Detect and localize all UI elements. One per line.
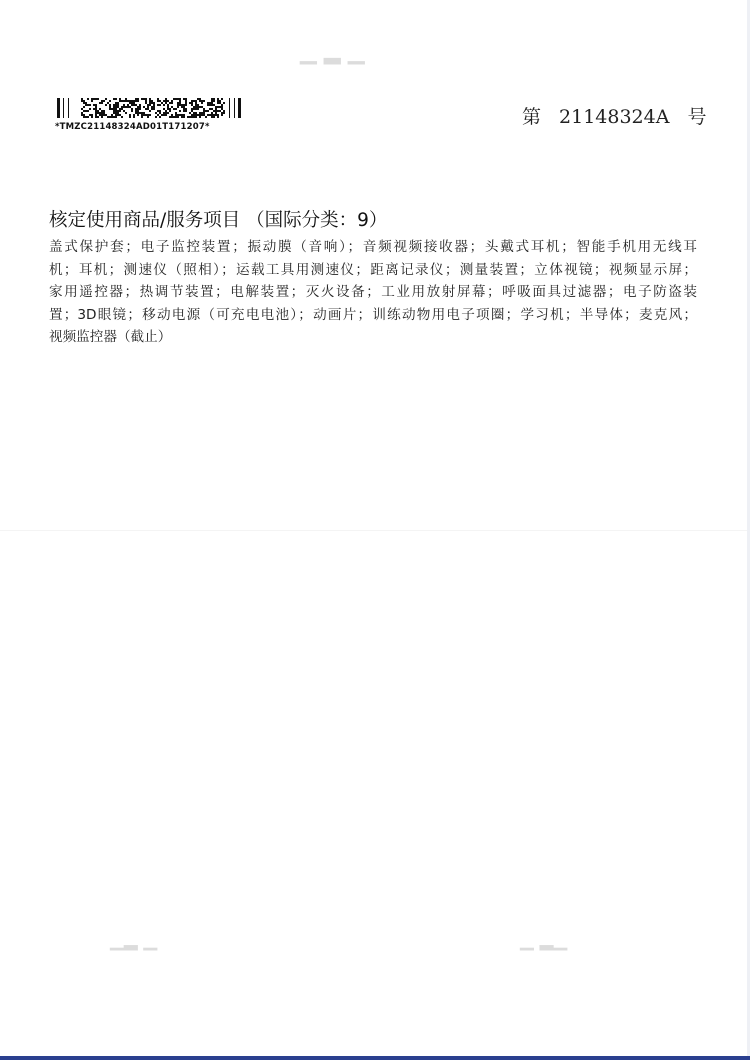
page-edge-bottom: [0, 1056, 750, 1060]
fold-line: [0, 530, 750, 531]
registration-suffix: 号: [687, 106, 707, 128]
registration-prefix: 第: [522, 106, 542, 128]
goods-line: 家用遥控器；热调节装置；电解装置；灭火设备；工业用放射屏幕；呼吸面具过滤器；电子防盗装: [49, 284, 697, 300]
goods-list: [49, 236, 697, 349]
registration-number: [522, 102, 706, 129]
show-through-mark: ▁▂ ▁: [110, 930, 158, 951]
goods-line: 盖式保护套；电子监控装置；振动膜（音响）；音频视频接收器；头戴式耳机；智能手机用无线耳: [49, 239, 697, 255]
registration-number-value: 21148324A: [559, 106, 670, 128]
barcode-graphic: [55, 96, 255, 122]
goods-line: 视频监控器（截止）: [49, 329, 172, 345]
show-through-mark: ▁ ▂▁: [520, 930, 568, 951]
section-title: 核定使用商品/服务项目 （国际分类：9）: [49, 210, 388, 231]
barcode: [55, 96, 255, 138]
barcode-text: *TMZC21148324AD01T171207*: [55, 122, 210, 132]
goods-line: 机；耳机；测速仪（照相）；运载工具用测速仪；距离记录仪；测量装置；立体视镜；视频显示屏；: [49, 261, 697, 278]
show-through-mark: ▁ ▂ ▁: [300, 40, 365, 65]
goods-line: 置；3D眼镜；移动电源（可充电电池）；动画片；训练动物用电子项圈；学习机；半导体；麦克风；: [49, 306, 697, 323]
